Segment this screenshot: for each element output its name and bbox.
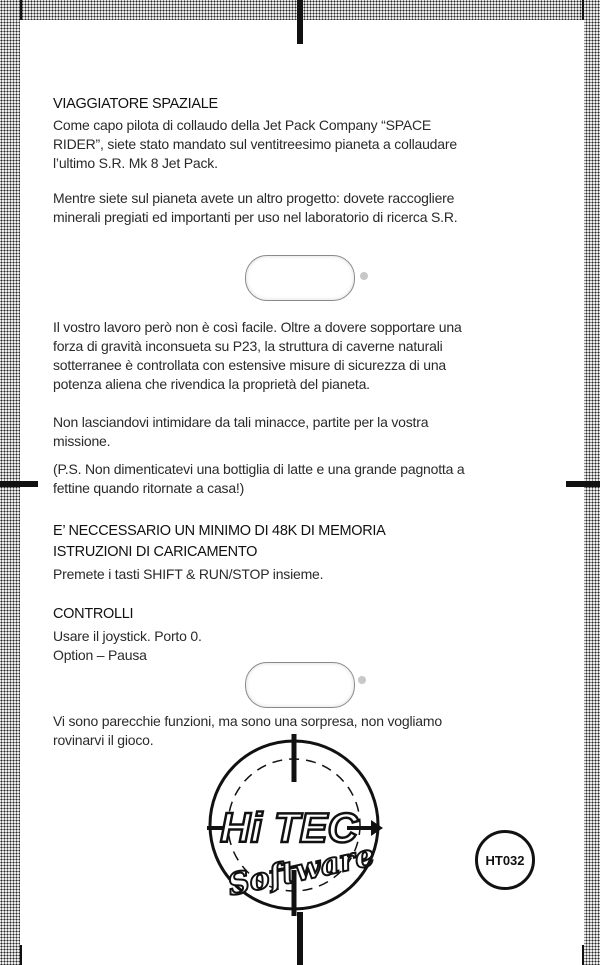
challenge-paragraph: Il vostro lavoro però non è così facile. Oltre a dovere sopportare una forza di gravità inconsueta su P23, la struttura di caverne naturali sotterranee è controllata con estensive misure di sicurezza di una potenza aliena che rivendica la proprietà del pianeta. [53, 319, 462, 392]
closing-paragraph: Vi sono parecchie funzioni, ma sono una sorpresa, non vogliamo rovinarvi il gioco. [53, 713, 442, 748]
top-registration-mark [297, 0, 303, 44]
ps-paragraph: (P.S. Non dimenticatevi una bottiglia di latte e una grande pagnotta a fettine quando ritornate a casa!) [53, 461, 465, 496]
right-registration-mark [566, 481, 600, 487]
go-paragraph: Non lasciandovi intimidare da tali minacce, partite per la vostra missione. [53, 414, 429, 449]
upper-punch-hole [245, 255, 355, 301]
controls-list: Usare il joystick. Porto 0. Option – Pausa [53, 628, 202, 663]
title-heading: VIAGGIATORE SPAZIALE [53, 96, 218, 112]
top-left-tick [20, 0, 22, 20]
hitec-software-logo [189, 730, 399, 920]
lower-hole-rivet [358, 676, 366, 684]
loading-instructions: Premete i tasti SHIFT & RUN/STOP insieme. [53, 566, 324, 582]
bottom-right-tick [582, 945, 584, 965]
top-right-tick [582, 0, 584, 20]
loading-heading: ISTRUZIONI DI CARICAMENTO [53, 544, 258, 560]
upper-hole-rivet [360, 272, 368, 280]
left-registration-mark [0, 481, 38, 487]
intro-paragraph: Come capo pilota di collaudo della Jet Pack Company “SPACE RIDER”, siete stato mandato sul ventitreesimo pianeta a collaudare l’ultimo S.R. Mk 8 Jet Pack. [53, 117, 457, 171]
catalog-code-badge: HT032 [475, 830, 535, 890]
controls-heading: CONTROLLI [53, 606, 134, 622]
mission-paragraph: Mentre siete sul pianeta avete un altro progetto: dovete raccogliere minerali pregiati ed importanti per uso nel laboratorio di ricerca S.R. [53, 190, 458, 225]
logo-software-text: Software [224, 838, 378, 904]
memory-heading: E’ NECCESSARIO UN MINIMO DI 48K DI MEMORIA [53, 523, 386, 539]
logo-hitec-text: Hi TEC [220, 804, 358, 851]
lower-punch-hole [245, 662, 355, 708]
bottom-left-tick [20, 945, 22, 965]
